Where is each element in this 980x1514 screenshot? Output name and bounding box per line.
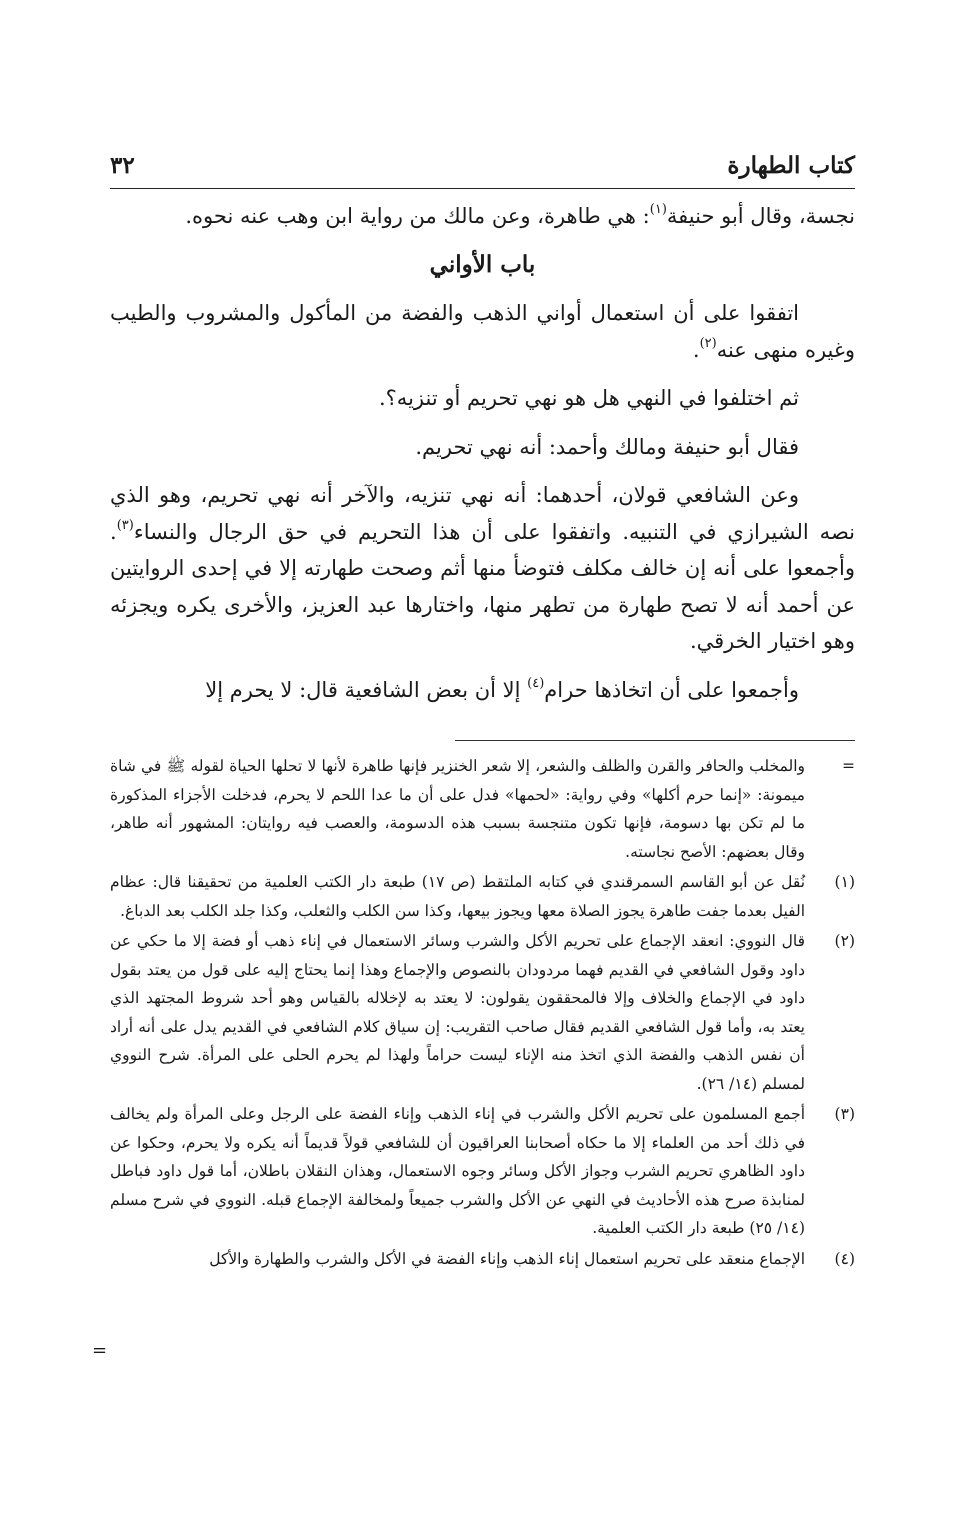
footnote-4-marker: (٤) [834,1249,855,1268]
footnote-divider [455,740,855,741]
footnote-ref-3: (٣) [116,517,134,533]
paragraph-1 [110,295,855,368]
continuation-end-marker: = [92,1340,108,1361]
book-title: كتاب الطهارة [727,152,855,179]
main-text [110,198,855,720]
opening-line-text: نجسة، وقال أبو حنيفة [666,204,855,228]
footnote-3-marker: (٣) [834,1105,855,1123]
footnote-2 [110,927,855,1098]
header-divider [110,188,855,189]
paragraph-4 [110,477,855,660]
footnote-2-marker: (٢) [834,932,855,950]
footnote-3-text: أجمع المسلمون على تحريم الأكل والشرب في إناء الذهب وإناء الفضة على الرجل وعلى المرأة ولم يخالف في ذلك أحد من العلماء إلا ما حكاه أصحابنا العراقيون أن للشافعي قولاً قديماً أنه يكره ولا يحرم، وحكوا عن داود الظاهري تحريم الشرب وجواز الأكل وسائر وجوه الاستعمال، وهذان النقلان باطلان، أما قول داود فباطل لمنابذة صرح هذه الأحاديث في النهي عن الأكل والشرب جميعاً ولمخالفة الإجماع قبله. النووي في شرح مسلم (١٤/ ٢٥) طبعة دار الكتب العلمية. [110,1105,805,1237]
footnote-continuation [110,752,855,866]
paragraph-3: فقال أبو حنيفة ومالك وأحمد: أنه نهي تحريم. [415,434,799,459]
footnote-1 [110,868,855,925]
page-number: ٣٢ [110,152,135,179]
footnote-ref-4: (٤) [527,675,545,691]
footnote-3 [110,1100,855,1243]
page-header [110,152,855,192]
paragraph-2: ثم اختلفوا في النهي هل هو نهي تحريم أو تنزيه؟. [378,386,799,410]
paragraph-5-text-b: إلا أن بعض الشافعية قال: لا يحرم إلا [205,677,528,702]
opening-line [110,198,855,235]
section-title: باب الأواني [429,250,536,278]
footnote-1-marker: (١) [834,873,855,891]
footnotes [110,752,855,1275]
continuation-marker: = [842,757,855,775]
continuation-text: والمخلب والحافر والقرن والظلف والشعر، إلا شعر الخنزير فإنها طاهرة لأنها لا تحلها الحياة لقوله ﷺ في شاة ميمونة: «إنما حرم أكلها» وفي رواية: «لحمها» فدل على أن ما عدا اللحم لا يحرم، فدخلت الأجزاء المذكورة ما لم تكن بها دسومة، فإنها تكون متنجسة بسبب هذه الدسومة، والعصب فيه روايتان: المشهور أنه طاهر، وقال بعضهم: الأصح نجاسته. [110,757,805,861]
footnote-ref-2: (٢) [699,335,717,351]
footnote-4-text: الإجماع منعقد على تحريم استعمال إناء الذهب وإناء الفضة في الأكل والشرب والطهارة والأكل [209,1249,805,1268]
paragraph-5-text-a: وأجمعوا على أن اتخاذها حرام [544,677,799,702]
footnote-ref-1: (١) [649,202,667,217]
paragraph-4-text-b: . وأجمعوا على أنه إن خالف مكلف فتوضأ منها أثم وصحت طهارته إلا في إحدى الروايتين عن أحمد أنه لا تصح طهارة من تطهر منها، واختارها عبد العزيز، والأخرى يكره ويجزئه وهو اختيار الخرقي. [110,519,855,653]
footnote-4 [110,1245,855,1274]
opening-line-rest: : هي طاهرة، وعن مالك من رواية ابن وهب عنه نحوه. [185,204,650,228]
footnote-2-text: قال النووي: انعقد الإجماع على تحريم الأكل والشرب وسائر الاستعمال في إناء ذهب أو فضة إلا ما حكي عن داود وقول الشافعي في القديم فهما مردودان بالنصوص والإجماع وهذا إنما يحتاج إليه على قول من يعتد بقول داود في الإجماع والخلاف وإلا فالمحققون يقولون: لا يعتد به لإخلاله بالقياس وهو أحد شروط المجتهد الذي يعتد به، وأما قول الشافعي القديم فقال صاحب التقريب: إن سياق كلام الشافعي في القديم يدل على أنه أراد أن نفس الذهب والفضة الذي اتخذ منه الإناء ليست حراماً ولهذا لم يحرم الحلى على المرأة. شرح النووي لمسلم (١٤/ ٢٦). [110,932,805,1093]
paragraph-5 [110,672,855,709]
paragraph-4-text-a: وعن الشافعي قولان، أحدهما: أنه نهي تنزيه، والآخر أنه نهي تحريم، وهو الذي نصه الشيرازي في التنبيه. واتفقوا على أن هذا التحريم في حق الرجال والنساء [110,483,855,544]
paragraph-1-end: . [692,337,700,362]
footnote-1-text: نُقل عن أبو القاسم السمرقندي في كتابه الملتقط (ص ١٧) طبعة دار الكتب العلمية من تحقيقنا قال: عظام الفيل بعدما جفت طاهرة يجوز الصلاة معها ويجوز بيعها، وكذا سن الكلب والثعلب، وكذا جلد الكلب بعد الدباغ. [110,873,806,920]
paragraph-1-text: اتفقوا على أن استعمال أواني الذهب والفضة من المأكول والمشروب والطيب وغيره منهى عنه [110,301,855,362]
